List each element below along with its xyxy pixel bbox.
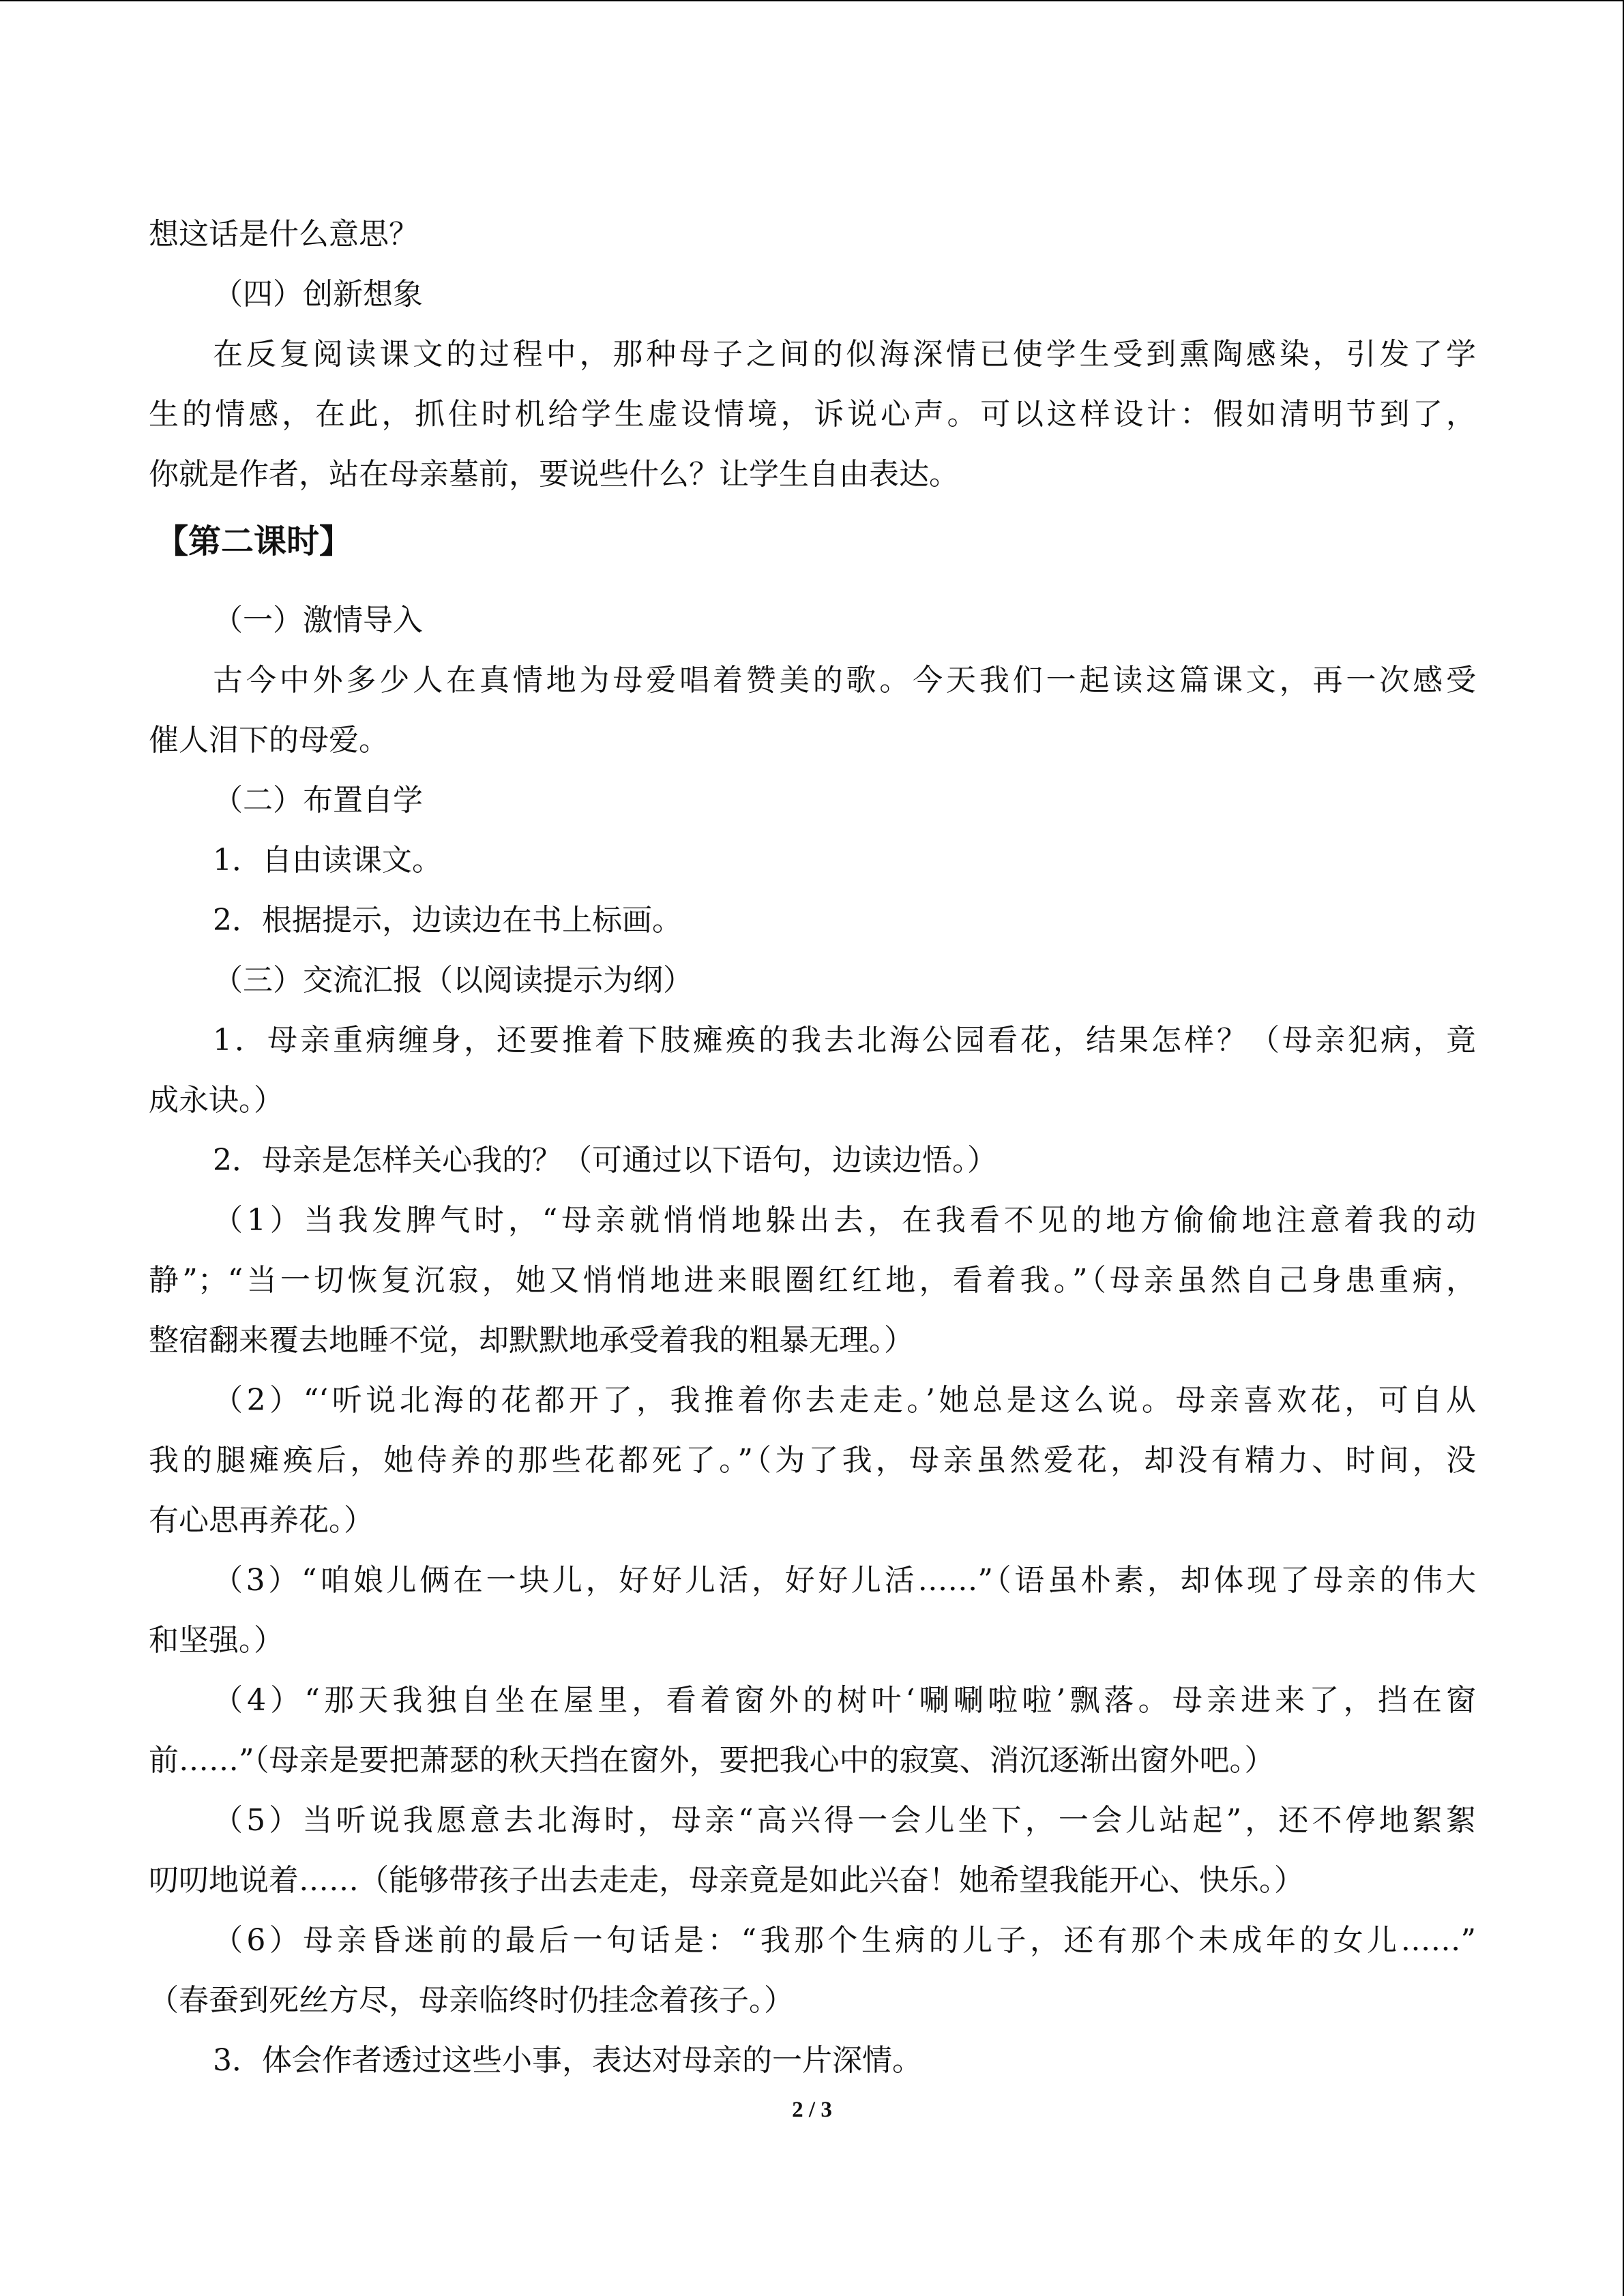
list-item: （4）“那天我独自坐在屋里，看着窗外的树叶‘唰唰啦啦’飘落。母亲进来了，挡在窗 (213, 1683, 1476, 1718)
paragraph-line: 叨叨地说着……（能够带孩子出去走走，母亲竟是如此兴奋！她希望我能开心、快乐。） (149, 1863, 1304, 1898)
paragraph-line: 成永诀。） (149, 1083, 284, 1118)
paragraph-line: 和坚强。） (149, 1623, 284, 1658)
section-heading-self-study: （二）布置自学 (213, 783, 423, 818)
paragraph-line: （春蚕到死丝方尽，母亲临终时仍挂念着孩子。） (149, 1983, 794, 2018)
paragraph-line: 在反复阅读课文的过程中，那种母子之间的似海深情已使学生受到熏陶感染，引发了学 (213, 337, 1476, 372)
section-heading-report: （三）交流汇报（以阅读提示为纲） (213, 963, 693, 998)
list-item: （1）当我发脾气时，“母亲就悄悄地躲出去，在我看不见的地方偷偷地注意着我的动 (213, 1203, 1476, 1238)
list-item: 1．母亲重病缠身，还要推着下肢瘫痪的我去北海公园看花，结果怎样？（母亲犯病，竟 (213, 1023, 1476, 1058)
list-item: 3．体会作者透过这些小事，表达对母亲的一片深情。 (213, 2043, 922, 2078)
list-item: （5）当听说我愿意去北海时，母亲“高兴得一会儿坐下，一会儿站起”，还不停地絮絮 (213, 1803, 1476, 1838)
paragraph-line: 前……”（母亲是要把萧瑟的秋天挡在窗外，要把我心中的寂寞、消沉逐渐出窗外吧。） (149, 1743, 1275, 1778)
list-item: （2）“‘听说北海的花都开了，我推着你去走走。’她总是这么说。母亲喜欢花，可自从 (213, 1383, 1476, 1418)
paragraph-line: 我的腿瘫痪后，她侍养的那些花都死了。”（为了我，母亲虽然爱花，却没有精力、时间，没 (149, 1443, 1476, 1478)
list-item: （3）“咱娘儿俩在一块儿，好好儿活，好好儿活……”（语虽朴素，却体现了母亲的伟大 (213, 1563, 1476, 1598)
lesson-heading: 【第二课时】 (156, 522, 353, 561)
paragraph-line: 你就是作者，站在母亲墓前，要说些什么？让学生自由表达。 (149, 457, 959, 492)
paragraph-line: 生的情感，在此，抓住时机给学生虚设情境，诉说心声。可以这样设计：假如清明节到了， (149, 397, 1476, 432)
paragraph-line: 有心思再养花。） (149, 1503, 374, 1538)
paragraph-line: 想这话是什么意思？ (149, 217, 419, 252)
list-item: （6）母亲昏迷前的最后一句话是：“我那个生病的儿子，还有那个未成年的女儿……” (213, 1923, 1476, 1958)
paragraph-line: 静”；“当一切恢复沉寂，她又悄悄地进来眼圈红红地，看着我。”（母亲虽然自己身患重病， (149, 1263, 1476, 1298)
paragraph-line: 催人泪下的母爱。 (149, 723, 389, 758)
paragraph-line: 整宿翻来覆去地睡不觉，却默默地承受着我的粗暴无理。） (149, 1323, 914, 1358)
list-item: 1．自由读课文。 (213, 843, 442, 878)
list-item: 2．母亲是怎样关心我的？（可通过以下语句，边读边悟。） (213, 1143, 997, 1178)
page-number: 2 / 3 (792, 2098, 832, 2122)
section-heading-innovation: （四）创新想象 (213, 277, 423, 312)
paragraph-line: 古今中外多少人在真情地为母爱唱着赞美的歌。今天我们一起读这篇课文，再一次感受 (213, 663, 1476, 698)
section-heading-intro: （一）激情导入 (213, 603, 423, 638)
top-border-line (0, 0, 1624, 1)
list-item: 2．根据提示，边读边在书上标画。 (213, 903, 682, 938)
